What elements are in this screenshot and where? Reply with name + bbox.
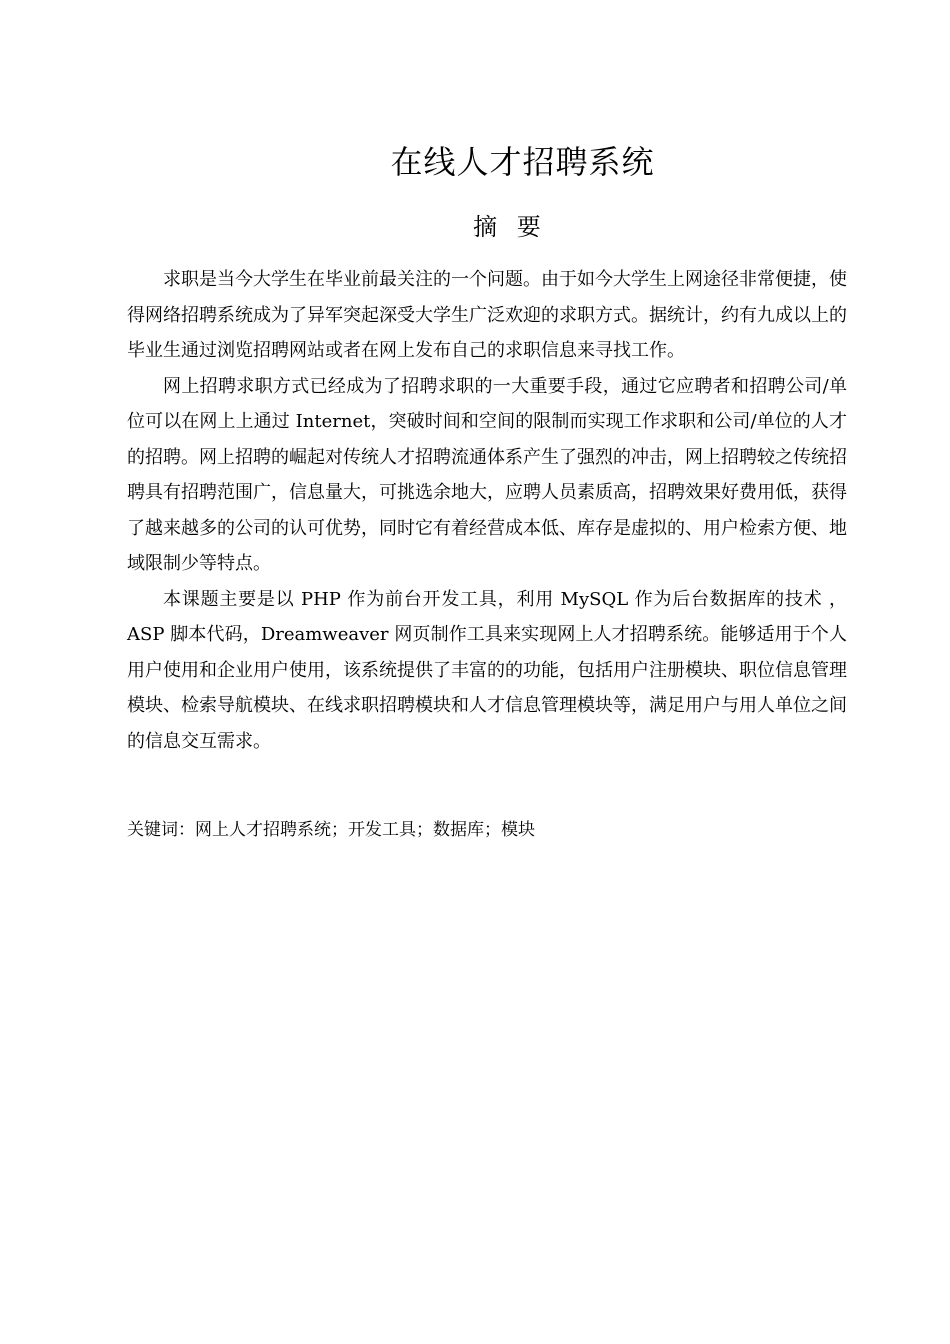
keywords-line: 关键词：网上人才招聘系统；开发工具；数据库；模块 [127, 820, 535, 840]
abstract-paragraph-2: 网上招聘求职方式已经成为了招聘求职的一大重要手段，通过它应聘者和招聘公司/单位可以在网上上通过 Internet，突破时间和空间的限制而实现工作求职和公司/单位的人才的招聘。网上招聘的崛起对传统人才招聘流通体系产生了强烈的冲击，网上招聘较之传统招聘具有招聘范围广，信息量大，可挑选余地大，应聘人员素质高，招聘效果好费用低，获得了越来越多的公司的认可优势，同时它有着经营成本低、库存是虚拟的、用户检索方便、地域限制少等特点。 [127, 375, 847, 574]
abstract-paragraph-3: 本课题主要是以 PHP 作为前台开发工具，利用 MySQL 作为后台数据库的技术 ，ASP 脚本代码，Dreamweaver 网页制作工具来实现网上人才招聘系统。能够适用于个人用户使用和企业用户使用，该系统提供了丰富的的功能，包括用户注册模块、职位信息管理模块、检索导航模块、在线求职招聘模块和人才信息管理模块等，满足用户与用人单位之间的信息交互需求。 [127, 588, 847, 752]
abstract-body [127, 262, 847, 759]
document-title: 在线人才招聘系统 [390, 143, 655, 181]
abstract-heading: 摘 要 [473, 213, 547, 241]
abstract-paragraph-1: 求职是当今大学生在毕业前最关注的一个问题。由于如今大学生上网途径非常便捷，使得网络招聘系统成为了异军突起深受大学生广泛欢迎的求职方式。据统计，约有九成以上的毕业生通过浏览招聘网站或者在网上发布自己的求职信息来寻找工作。 [127, 269, 847, 361]
